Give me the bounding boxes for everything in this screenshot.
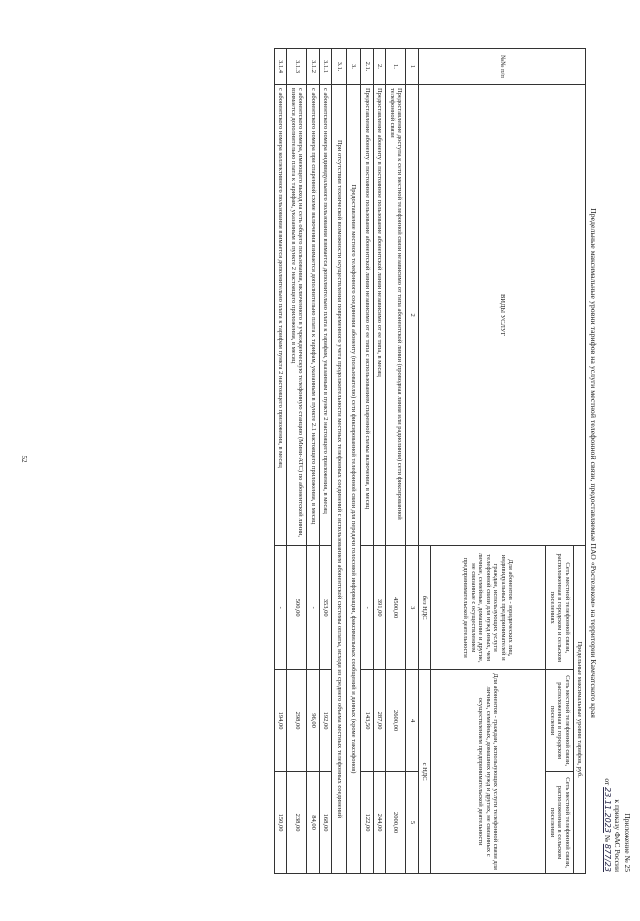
tariff-no-vat: - — [307, 546, 319, 670]
col-number-4: 4 — [406, 670, 418, 772]
tariff-rural-vat: 244,00 — [373, 772, 385, 874]
tariff-no-vat: 4500,00 — [386, 546, 406, 670]
col-number-2: 2 — [406, 84, 418, 545]
network-urban-header: Сеть местной телефонной связи, расположенная в городском поселении — [546, 670, 573, 772]
table-row — [275, 49, 287, 874]
page-number: 52 — [20, 455, 28, 463]
tariff-no-vat: 391,00 — [373, 546, 385, 670]
legal-entities-header: Для абонентов - юридических лиц, индивидуальных предпринимателей и граждан, использующих услуги телефонной связи для нужд иных, чем личные, семейные, домашние и другие, не связанные с осуществлением предпринимательской деятельности — [431, 546, 546, 670]
tariff-rural-vat: 168,00 — [319, 772, 331, 874]
col-number-1: 1 — [406, 49, 418, 85]
number-value: 877/23 — [603, 843, 612, 872]
service-text: с абонентского номера коллективного пользования взимается дополнительно плата к тарифам пункта 2 настоящего приложения, в месяц — [275, 84, 287, 545]
section-row — [332, 49, 346, 874]
tariff-rural-vat: 122,00 — [361, 772, 373, 874]
network-rural-header: Сеть местной телефонной связи, расположенная в сельском поселении — [546, 772, 573, 874]
row-number: 3.1.2 — [307, 49, 319, 85]
tariff-rural-vat: 2000,00 — [386, 772, 406, 874]
header-row-1 — [573, 49, 585, 874]
table-row — [373, 49, 385, 874]
col-num-header: №№ п/п — [418, 49, 585, 85]
service-text: Предоставление абоненту в постоянное пользование абонентской линии независимо от ее типа, в месяц — [373, 84, 385, 545]
table-row — [287, 49, 307, 874]
row-number: 3.1. — [332, 49, 346, 85]
tariff-table-wrap — [274, 48, 586, 874]
network-both-header: Сеть местной телефонной связи, расположенная в городском и сельском поселениях — [546, 546, 573, 670]
section-text: Предоставление местного телефонного соединения абоненту (пользователю) сети фиксированной телефонной связи для передачи голосовой информации, факсимильных сообщений и данных (кроме таксофонов) — [346, 84, 360, 873]
appendix-line-3 — [602, 48, 612, 872]
row-number: 1. — [386, 49, 406, 85]
table-row — [307, 49, 319, 874]
date-value: 23.11.2023 — [603, 787, 612, 833]
tariff-urban-vat: 96,00 — [307, 670, 319, 772]
tariff-urban-vat: 298,00 — [287, 670, 307, 772]
tariff-table — [274, 48, 586, 874]
tariff-no-vat: 500,00 — [287, 546, 307, 670]
no-vat-header: без НДС — [418, 546, 430, 670]
service-text: с абонентского номера, имеющего выход на сеть общего пользования, включенного в учрежденческую телефонную станцию (Мини-АТС) по абонентской линии, взимается дополнительно плата к тарифам, указанным в пункте 2 настоящего приложения, в месяц — [287, 84, 307, 545]
tariff-rural-vat: 84,00 — [307, 772, 319, 874]
service-text: с абонентского номера индивидуального пользования взимается дополнительно плата к тарифам, указанным в пункте 2 настоящего приложения, в месяц — [319, 84, 331, 545]
row-number: 3.1.4 — [275, 49, 287, 85]
col-number-5: 5 — [406, 772, 418, 874]
section-row — [346, 49, 360, 874]
tariff-no-vat: - — [361, 546, 373, 670]
appendix-line-2: к приказу ФАС России — [613, 799, 622, 872]
row-number: 2.1. — [361, 49, 373, 85]
tariff-urban-vat: 194,00 — [275, 670, 287, 772]
levels-header: Предельные максимальные уровни тарифов, руб. — [573, 546, 585, 874]
number-prefix: № — [603, 834, 612, 842]
citizens-header: Для абонентов - граждан, использующих услуги телефонной связи для личных, семейных, домашних нужд и других, не связанных с осуществлением предпринимательской деятельности — [431, 670, 546, 874]
section-text: При отсутствии технической возможности осуществления повременного учета продолжительности местных телефонных соединений с использованием абонентской системы оплаты, исходя из среднего объема местных телефонных соединений — [332, 84, 346, 873]
service-text: Предоставление абоненту в постоянное пользование абонентской линии независимо от ее типа с использованием спаренной схемы включения, в месяц — [361, 84, 373, 545]
col-number-3: 3 — [406, 546, 418, 670]
row-number: 3.1.3 — [287, 49, 307, 85]
row-number: 3. — [346, 49, 360, 85]
row-number: 3.1.1 — [319, 49, 331, 85]
service-text: Предоставление доступа к сети местной телефонной связи независимо от типа абонентской линии (проводная линия или радиолиния) сети фиксированной телефонной связи — [386, 84, 406, 545]
col-service-header: ВИДЫ УСЛУГ — [418, 84, 585, 545]
tariff-rural-vat: 238,00 — [287, 772, 307, 874]
date-prefix: от — [603, 778, 612, 786]
tariff-no-vat: - — [275, 546, 287, 670]
tariff-urban-vat: 2600,00 — [386, 670, 406, 772]
row-number: 2. — [373, 49, 385, 85]
tariff-urban-vat: 287,00 — [373, 670, 385, 772]
with-vat-header: с НДС — [418, 670, 430, 874]
table-row — [361, 49, 373, 874]
appendix-header — [602, 48, 632, 878]
table-row — [386, 49, 406, 874]
tariff-rural-vat: 150,00 — [275, 772, 287, 874]
column-number-row — [406, 49, 418, 874]
tariff-no-vat: 353,00 — [319, 546, 331, 670]
document-title: Предельные максимальные уровни тарифов на услуги местной телефонной связи, предоставляемые ПАО «Ростелеком» на территории Камчатского края — [589, 208, 598, 718]
service-text: с абонентского номера при спаренной схеме включения взимается дополнительно плата к тарифам, указанным в пункте 2.1 настоящего приложения, в месяц — [307, 84, 319, 545]
tariff-urban-vat: 143,50 — [361, 670, 373, 772]
tariff-urban-vat: 192,00 — [319, 670, 331, 772]
appendix-line-1: Приложение № 25 — [623, 813, 632, 872]
table-row — [319, 49, 331, 874]
